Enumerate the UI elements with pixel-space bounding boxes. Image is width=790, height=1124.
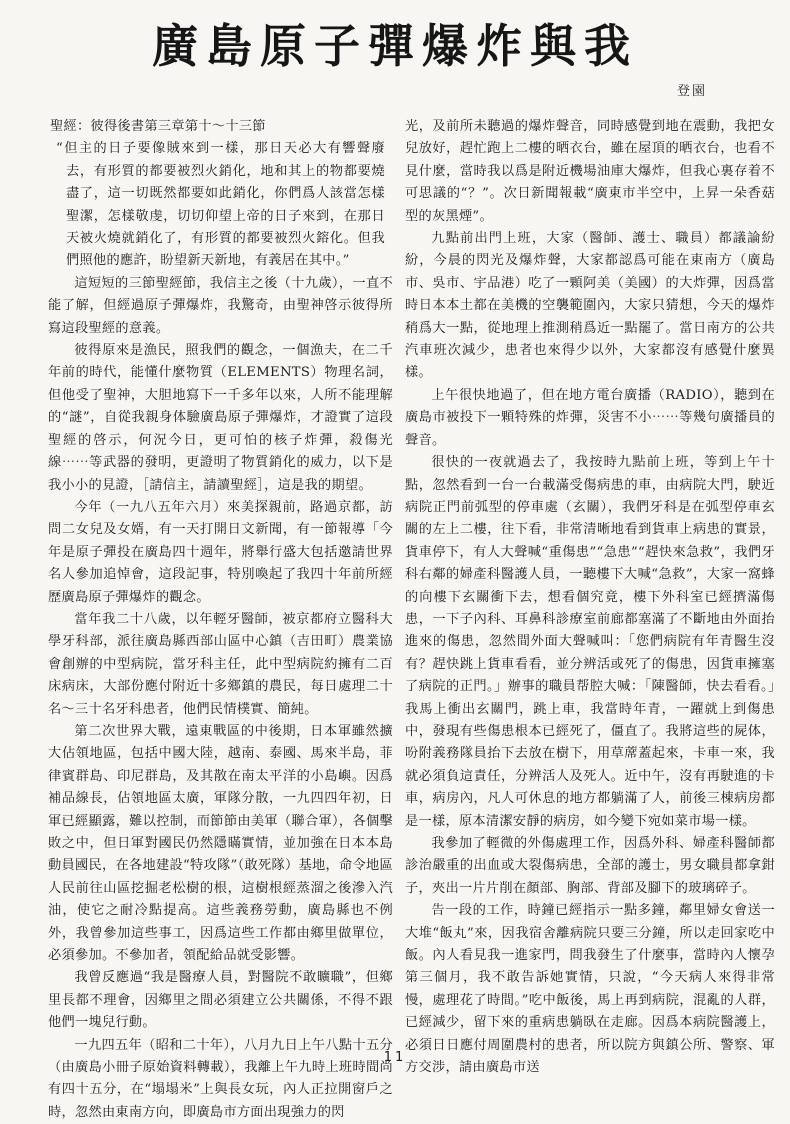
paragraph: 告一段的工作，時鐘已經指示一點多鐘，鄰里婦女會送一大堆“飯丸”來，因我宿舍離病院只要三分鐘，所以走回家吃中飯。內人看見我一進家門，問我發生了什麼事，當時內人懷孕第三個月，我不敢告訴她實情，只說，“今天病人來得非常慢，處理花了時間。”吃中飯後，馬上再到病院，混亂的人群，已經減少，留下來的重病患躺臥在走廊。因爲本病院醫護上，必須日日應付周圍農村的患者，所以院方與鎮公所、警察、軍方交涉，請由廣島市送 xyxy=(405,903,775,1076)
paragraph: 當年我二十八歲，以年輕牙醫師，被京都府立醫科大學牙科部，派往廣島縣西部山區中心鎮（吉田町）農業協會創辦的中型病院，當牙科主任，此中型病院約擁有二百床病床，大部份應付附近十多鄉鎮的農民，每日處理二十名～三十名牙科患者，他們民情樸實、簡純。 xyxy=(48,611,393,717)
paragraph: 第二次世界大戰，遠東戰區的中後期，日本軍雖然擴大佔領地區，包括中國大陸，越南、泰國、馬來半島，菲律賓群島、印尼群島，及其散在南太平洋的小島嶼。因爲補品線長，佔領地區太廣，軍隊分散，一九四四年初，日軍已經顯露，難以控制，而節節由美軍（聯合軍），各個擊敗之中，但日軍對國民仍然隱瞞實情，並加強在日本本島動員國民，在各地建設“特攻隊”（敢死隊）基地，命令地區人民前往山區挖掘老松樹的根，這樹根經蒸溜之後滲入汽油，使它之耐冷點提高。這些義務勞動，廣島縣也不例外，我曾參加這些事工，因爲這些工作都由鄉里做單位，必須參加。不參加者，領配給品就受影響。 xyxy=(48,723,393,964)
paragraph: 聖經：彼得後書第三章第十～十三節 xyxy=(50,119,266,134)
paragraph: 光，及前所未聽過的爆炸聲音，同時感覺到地在震動，我把女兒放好，趕忙跑上二樓的晒衣台，雖在屋頂的晒衣台，也看不見什麼，當時我以爲是附近機場油庫大爆炸，但我心裏存着不可思議的“？”。次日新聞報載“廣東市半空中，上昇一朵香菇型的灰黑煙”。 xyxy=(405,119,775,224)
scripture-quote: “但主的日子要像賊來到一樣，那日天必大有響聲廢去，有形質的都要被烈火銷化，地和其上的物都要燒盡了，這一切既然都要如此銷化，你們爲人該當怎樣聖潔，怎樣敬虔，切切仰望上帝的日子來到，在那日天被火燒就銷化了，有形質的都要被烈火鎔化。但我們照他的應許，盼望新天新地，有義居在其中。” xyxy=(56,141,385,269)
paragraph: 我參加了輕微的外傷處理工作，因爲外科、婦產科醫師都診治嚴重的出血或大裂傷病患，全部的護士，男女職員都拿鉗子，夾出一片片削在顏部、胸部、背部及腳下的玻璃碎子。 xyxy=(405,836,775,896)
author-name: 登園 xyxy=(677,84,708,99)
right-column xyxy=(405,116,775,1079)
page-number: 11 xyxy=(383,1050,407,1065)
paragraph: 彼得原來是漁民，照我們的觀念，一個漁夫，在二千年前的時代，能懂什麼物質（ELEMENTS）物理名詞，但他受了聖神，大胆地寫下一千多年以來，人所不能理解的“謎”，自從我親身体驗廣島原子彈爆炸，才證實了這段聖經的啓示，何況今日，更可怕的核子炸彈，殺傷光線⋯⋯等武器的發明，更證明了物質銷化的威力，以下是我小小的見證，［請信主，請讀聖經］，這是我的期望。 xyxy=(48,343,393,493)
paragraph: 很快的一夜就過去了，我按時九點前上班，等到上午十點，忽然看到一台一台載滿受傷病患的車，由病院大門，駛近病院正門前弧型的停車處（玄關），我們牙科是在弧型停車玄關的左上二樓，往下看，非常清晰地看到貨車上病患的實景，貨車停下，有人大聲喊“重傷患”“急患”“趕快來急救”，我們牙科右鄰的婦產科醫護人員，一聽樓下大喊“急救”，大家一窩蜂的向樓下玄關衝下去，想看個究竟，樓下外科室已經擠滿傷患，一下子內科、耳鼻科診療室前廊都塞滿了不斷地由外面抬進來的傷患，忽然間外面大聲喊叫：「您們病院有年青醫生沒有？趕快跳上貨車看看，並分辨活或死了的傷患，因貨車擁塞了病院的正門。」辦事的職員帮腔大喊：「陳醫師，快去看看。」我馬上衝出玄關門，跳上車，我當時年青，一躍就上到傷患中，發現有些傷患根本已經死了，僵直了。我將這些的屍体，吩附義務隊員抬下去放在樹下，用草蓆蓋起來，卡車一來，我就必須負這責任，分辨活人及死人。近中午，沒有再駛進的卡車，病房內，凡人可休息的地方都躺滿了人，前後三棟病房都是一樣，原本清潔安靜的病房，如今變下宛如菜市場一樣。 xyxy=(405,455,775,829)
article-title: 廣島原子彈爆炸與我 xyxy=(152,19,638,73)
paragraph: 一九四五年（昭和二十年），八月九日上午八點十五分（由廣島小冊子原始資料轉載），我離上午九時上班時間尚有四十五分，在“塌塌米”上與長女玩，內人正拉開窗戶之時，忽然由東南方向，即廣島市方面出現強力的閃 xyxy=(48,1037,393,1120)
paragraph: 今年（一九八五年六月）來美探親前，路過京都，訪問二女兒及女婿，有一天打開日文新聞，有一節報導「今年是原子彈投在廣島四十週年，將舉行盛大包括邀請世界名人參加追悼會，這段記事，特別喚起了我四十年前所經歷廣島原子彈爆炸的觀念。 xyxy=(48,499,393,605)
paragraph: 這短短的三節聖經節，我信主之後（十九歲），一直不能了解，但經過原子彈爆炸，我驚奇，由聖神啓示彼得所寫這段聖經的意義。 xyxy=(48,275,393,336)
left-column xyxy=(48,116,393,1124)
paragraph: 九點前出門上班，大家（醫師、護士、職員）都議論紛紛，今晨的閃光及爆炸聲，大家都認爲可能在東南方（廣島市、吳市、宇品港）吃了一顆阿美（美國）的大炸彈，因爲當時日本本土都在美機的空襲範圍內，大家只猜想，今天的爆炸稍爲大一點，從地理上推測稍爲近一點罷了。當日南方的公共汽車班次減少，患者也來得少以外，大家都沒有感覺什麼異樣。 xyxy=(405,231,775,381)
paragraph: 我曾反應過“我是醫療人員，對醫院不敢曠職”，但鄉里長都不理會，因鄉里之間必須建立公共關係，不得不跟他們一塊兒行動。 xyxy=(48,970,393,1031)
paragraph: 上午很快地過了，但在地方電台廣播（RADIO），聽到在廣島市被投下一顆特殊的炸彈，災害不小⋯⋯等幾句廣播員的聲音。 xyxy=(405,387,775,448)
